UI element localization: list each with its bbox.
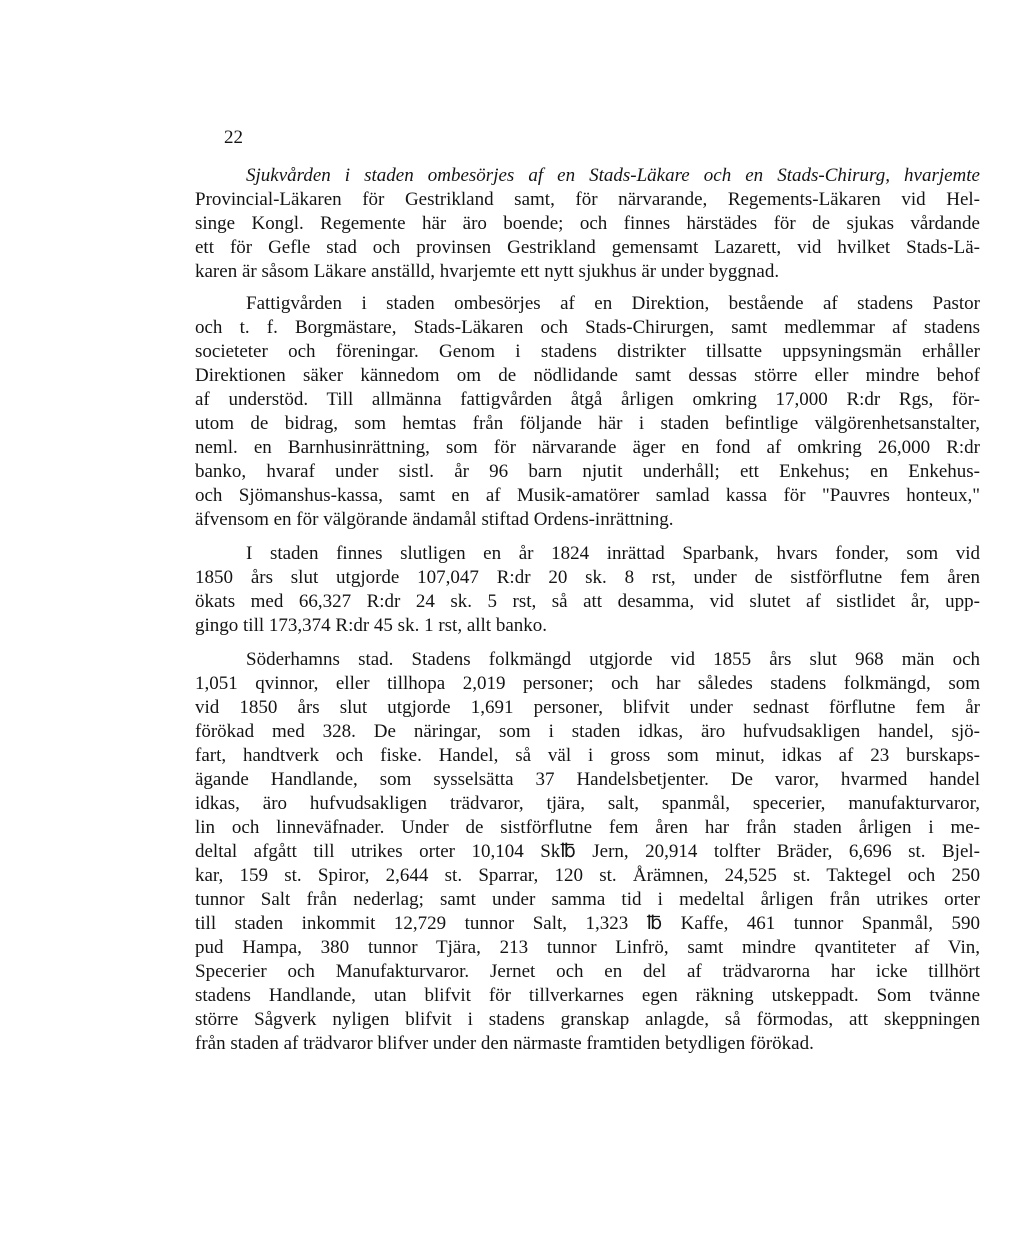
text-line: Fattigvården i staden ombesörjes af en Direktion, bestående af stadens Pastor [246, 293, 980, 314]
text-line: ägande Handlande, som sysselsätta 37 Handelsbetjenter. De varor, hvarmed handel [195, 769, 980, 790]
text-line: idkas, äro hufvudsakligen trädvaror, tjära, salt, spanmål, specerier, manufakturvaror, [195, 793, 980, 814]
text-line: utom de bidrag, som hemtas från följande här i staden befintlige välgörenhetsanstalter, [195, 413, 980, 434]
text-line: större Sågverk nyligen blifvit i stadens granskap anlagde, så förmodas, att skeppningen [195, 1009, 980, 1030]
text-line: förökad med 328. De näringar, som i staden idkas, äro hufvudsakligen handel, sjö- [195, 721, 980, 742]
text-line: neml. en Barnhusinrättning, som för närvarande äger en fond af omkring 26,000 R:dr [195, 437, 980, 458]
text-line: singe Kongl. Regemente här äro boende; och finnes härstädes för de sjukas vårdande [195, 213, 980, 234]
text-line: ett för Gefle stad och provinsen Gestrikland gemensamt Lazarett, vid hvilket Stads-Lä- [195, 237, 980, 258]
text-line: Sjukvården i staden ombesörjes af en Stads-Läkare och en Stads-Chirurg, hvarjemte [246, 165, 980, 186]
text-line: Söderhamns stad. Stadens folkmängd utgjorde vid 1855 års slut 968 män och [246, 649, 980, 670]
text-line: äfvensom en för välgörande ändamål stiftad Ordens-inrättning. [195, 509, 674, 530]
text-line: banko, hvaraf under sistl. år 96 barn njutit underhåll; ett Enkehus; en Enkehus- [195, 461, 980, 482]
text-line: vid 1850 års slut utgjorde 1,691 personer, blifvit under sednast förflutne fem år [195, 697, 980, 718]
text-line: till staden inkommit 12,729 tunnor Salt, 1,323 ℔ Kaffe, 461 tunnor Spanmål, 590 [195, 913, 980, 934]
text-line: från staden af trädvaror blifver under den närmaste framtiden betydligen förökad. [195, 1033, 814, 1054]
text-line: pud Hampa, 380 tunnor Tjära, 213 tunnor Linfrö, samt mindre qvantiteter af Vin, [195, 937, 980, 958]
text-line: deltal afgått till utrikes orter 10,104 Sk℔ Jern, 20,914 tolfter Bräder, 6,696 st. Bjel- [195, 841, 980, 862]
page-number: 22 [224, 127, 243, 148]
text-line: societeter och föreningar. Genom i stadens distrikter tillsatte uppsyningsmän erhåller [195, 341, 980, 362]
text-line: 1850 års slut utgjorde 107,047 R:dr 20 sk. 8 rst, under de sistförflutne fem åren [195, 567, 980, 588]
text-line: karen är såsom Läkare anställd, hvarjemte ett nytt sjukhus är under byggnad. [195, 261, 780, 282]
text-line: lin och linneväfnader. Under de sistförflutne fem åren har från staden årligen i me- [195, 817, 980, 838]
text-line: stadens Handlande, utan blifvit för tillverkarnes egen räkning utskeppadt. Som tvänne [195, 985, 980, 1006]
text-line: 1,051 qvinnor, eller tillhopa 2,019 personer; och har således stadens folkmängd, som [195, 673, 980, 694]
text-line: Direktionen säker kännedom om de nödlidande samt dessas större eller mindre behof [195, 365, 980, 386]
text-line: Specerier och Manufakturvaror. Jernet och en del af trädvarorna har icke tillhört [195, 961, 980, 982]
text-line: gingo till 173,374 R:dr 45 sk. 1 rst, allt banko. [195, 615, 548, 636]
text-line: af understöd. Till allmänna fattigvården åtgå årligen omkring 17,000 R:dr Rgs, för- [195, 389, 980, 410]
text-line: fart, handtverk och fiske. Handel, så väl i gross som minut, idkas af 23 burskaps- [195, 745, 980, 766]
text-line: och t. f. Borgmästare, Stads-Läkaren och Stads-Chirurgen, samt medlemmar af stadens [195, 317, 980, 338]
text-line: I staden finnes slutligen en år 1824 inrättad Sparbank, hvars fonder, som vid [246, 543, 980, 564]
text-line: Provincial-Läkaren för Gestrikland samt, för närvarande, Regements-Läkaren vid Hel- [195, 189, 980, 210]
text-line: kar, 159 st. Spiror, 2,644 st. Sparrar, 120 st. Årämnen, 24,525 st. Taktegel och 250 [195, 865, 980, 886]
text-line: tunnor Salt från nederlag; samt under samma tid i medeltal årligen från utrikes orter [195, 889, 980, 910]
text-line: ökats med 66,327 R:dr 24 sk. 5 rst, så att desamma, vid slutet af sistlidet år, upp- [195, 591, 980, 612]
text-line: och Sjömanshus-kassa, samt en af Musik-amatörer samlad kassa för "Pauvres honteux," [195, 485, 980, 506]
